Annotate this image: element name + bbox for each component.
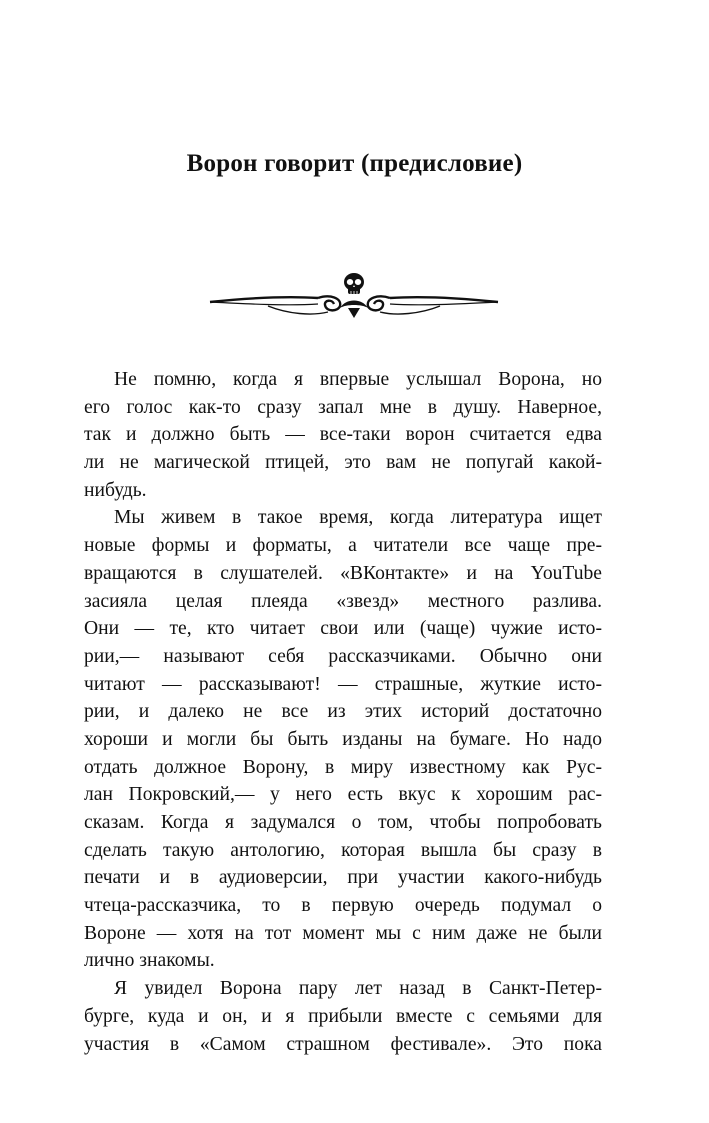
text-line: его голос как-то сразу запал мне в душу. Наверное, <box>84 396 602 418</box>
body-text <box>84 366 602 1058</box>
text-line: сказам. Когда я задумался о том, чтобы попробовать <box>84 812 602 833</box>
text-line: рии, и далеко не все из этих историй достаточно <box>84 701 602 723</box>
text-line: участия в «Самом страшном фестивале». Это пока <box>84 1033 602 1055</box>
text-line: нибудь. <box>84 479 147 501</box>
text-line: печати и в аудиоверсии, при участии какого-нибудь <box>84 867 602 889</box>
text-line: рии,— называют себя рассказчиками. Обычно они <box>84 645 602 667</box>
text-line: так и должно быть — все-таки ворон считается едва <box>84 424 602 446</box>
text-line: Они — те, кто читает свои или (чаще) чужие исто- <box>84 618 602 640</box>
text-line: новые формы и форматы, а читатели все чаще пре- <box>84 535 602 557</box>
page-title: Ворон говорит (предисловие) <box>186 150 523 177</box>
text-line: Мы живем в такое время, когда литература ищет <box>114 507 602 529</box>
text-line: лан Покровский,— у него есть вкус к хорошим рас- <box>84 784 602 806</box>
text-line: сделать такую антологию, которая вышла бы сразу в <box>84 839 602 861</box>
text-line: читают — рассказывают! — страшные, жуткие исто- <box>84 673 602 695</box>
text-line: лично знакомы. <box>84 950 215 972</box>
text-line: ли не магической птицей, это вам не попугай какой- <box>84 452 602 474</box>
text-line: хороши и могли бы быть изданы на бумаге. Но надо <box>84 728 602 750</box>
text-line: Вороне — хотя на тот момент мы с ним даже не были <box>84 922 602 944</box>
text-line: бурге, куда и он, и я прибыли вместе с семьями для <box>84 1005 602 1027</box>
text-line: отдать должное Ворону, в миру известному как Рус- <box>84 756 602 778</box>
text-line: засияла целая плеяда «звезд» местного разлива. <box>84 590 602 612</box>
text-line: Не помню, когда я впервые услышал Ворона, но <box>114 369 602 390</box>
text-line: Я увидел Ворона пару лет назад в Санкт-Петер- <box>114 978 602 1000</box>
text-line: вращаются в слушателей. «ВКонтакте» и на YouTube <box>84 562 602 584</box>
skull-flourish-ornament-icon <box>208 268 500 328</box>
text-line: чтеца-рассказчика, то в первую очередь подумал о <box>84 895 602 917</box>
